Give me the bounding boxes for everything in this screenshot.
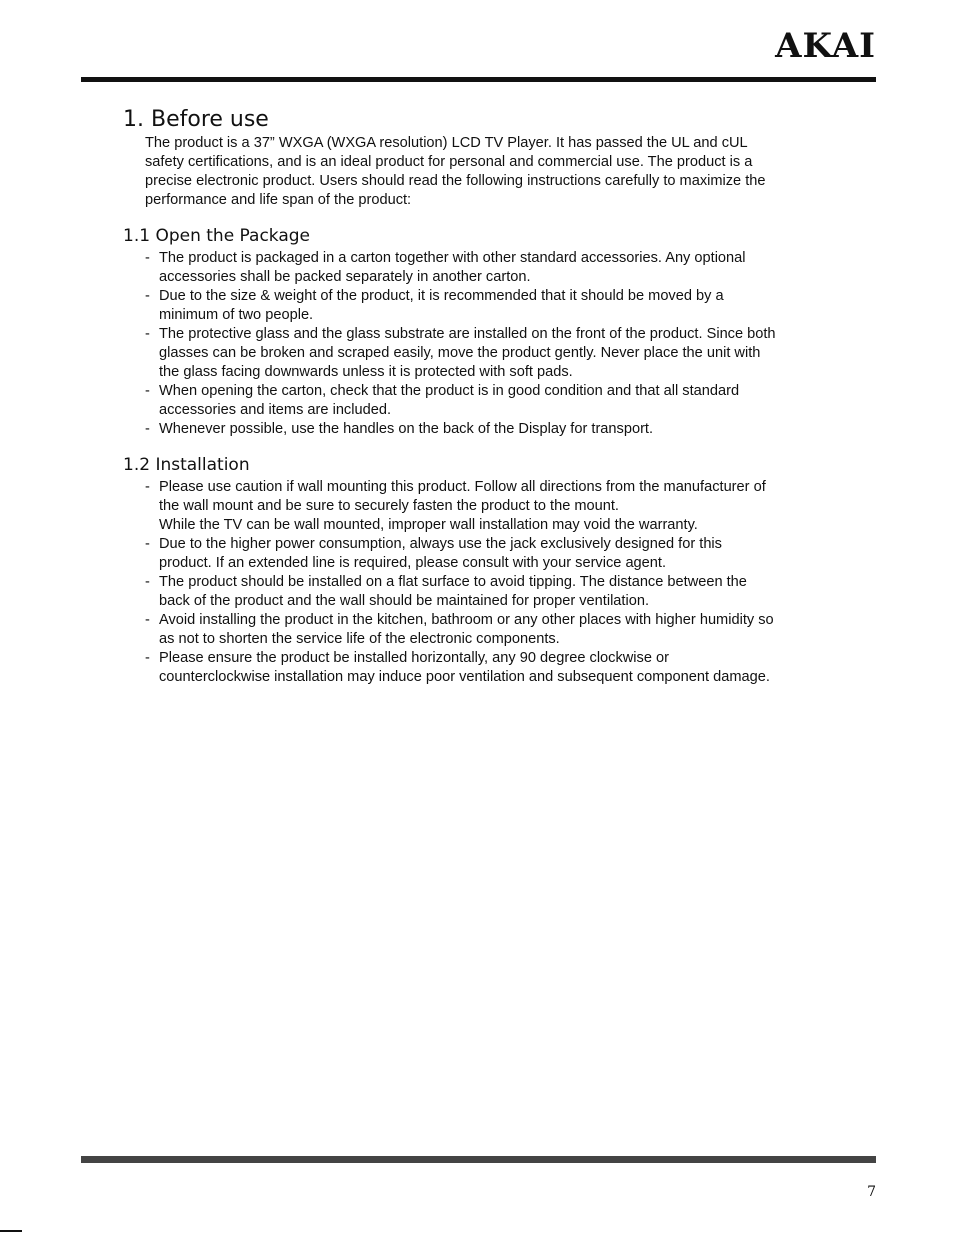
item-line: The product should be installed on a flat surface to avoid tipping. The distance between the <box>159 574 747 590</box>
item-line: Due to the size & weight of the product, it is recommended that it should be moved by a <box>159 288 724 304</box>
item-line: the wall mount and be sure to securely fasten the product to the mount. <box>159 498 619 514</box>
bullet-dash: - <box>145 574 150 590</box>
item-line: When opening the carton, check that the product is in good condition and that all standard <box>159 383 740 399</box>
bullet-list <box>123 478 838 687</box>
bullet-dash: - <box>145 650 150 666</box>
section-title: 1. Before use <box>123 107 269 132</box>
item-line: Avoid installing the product in the kitchen, bathroom or any other places with higher humidity so <box>159 612 774 628</box>
list-item <box>145 611 838 649</box>
bullet-dash: - <box>145 250 150 266</box>
intro-line: safety certifications, and is an ideal product for personal and commercial use. The product is a <box>145 154 753 170</box>
item-line: Please use caution if wall mounting this product. Follow all directions from the manufacturer of <box>159 479 766 495</box>
item-line: the glass facing downwards unless it is protected with soft pads. <box>159 364 573 380</box>
bullet-dash: - <box>145 383 150 399</box>
bullet-dash: - <box>145 421 150 437</box>
item-line: Please ensure the product be installed horizontally, any 90 degree clockwise or <box>159 650 669 666</box>
subsection-title: 1.2 Installation <box>123 455 250 475</box>
footer-rule <box>81 1156 876 1163</box>
list-item <box>145 573 838 611</box>
subsection-title: 1.1 Open the Package <box>123 226 311 246</box>
corner-crop-mark <box>0 1230 22 1232</box>
bullet-dash: - <box>145 612 150 628</box>
page-number: 7 <box>867 1184 876 1200</box>
item-line: The product is packaged in a carton together with other standard accessories. Any optional <box>159 250 746 266</box>
akai-logo: AKAI <box>775 26 876 66</box>
intro-paragraph <box>145 134 838 210</box>
subsection-installation <box>123 454 838 687</box>
item-line: Due to the higher power consumption, always use the jack exclusively designed for this <box>159 536 722 552</box>
item-line: accessories and items are included. <box>159 402 391 418</box>
item-line: The protective glass and the glass substrate are installed on the front of the product. Since both <box>159 326 776 342</box>
item-line: as not to shorten the service life of the electronic components. <box>159 631 560 647</box>
header-rule <box>81 77 876 82</box>
item-line: minimum of two people. <box>159 307 314 323</box>
list-item <box>145 249 838 287</box>
subsection-open-package <box>123 225 838 439</box>
intro-line: precise electronic product. Users should read the following instructions carefully to maximize the <box>145 173 766 189</box>
list-item <box>145 535 838 573</box>
bullet-dash: - <box>145 326 150 342</box>
bullet-list <box>123 249 838 439</box>
page-content <box>123 106 838 687</box>
list-item <box>145 478 838 535</box>
list-item <box>145 325 838 382</box>
item-line: glasses can be broken and scraped easily, move the product gently. Never place the unit with <box>159 345 761 361</box>
bullet-dash: - <box>145 536 150 552</box>
list-item <box>145 382 838 420</box>
intro-line: The product is a 37” WXGA (WXGA resolution) LCD TV Player. It has passed the UL and cUL <box>145 135 748 151</box>
bullet-dash: - <box>145 479 150 495</box>
item-line: counterclockwise installation may induce poor ventilation and subsequent component damage. <box>159 669 770 685</box>
item-line: Whenever possible, use the handles on the back of the Display for transport. <box>159 421 654 437</box>
item-line: accessories shall be packed separately in another carton. <box>159 269 531 285</box>
list-item <box>145 287 838 325</box>
intro-line: performance and life span of the product: <box>145 192 412 208</box>
item-line: back of the product and the wall should be maintained for proper ventilation. <box>159 593 650 609</box>
bullet-dash: - <box>145 288 150 304</box>
item-line: product. If an extended line is required, please consult with your service agent. <box>159 555 667 571</box>
list-item <box>145 420 838 439</box>
item-line: While the TV can be wall mounted, improper wall installation may void the warranty. <box>159 517 698 533</box>
list-item <box>145 649 838 687</box>
